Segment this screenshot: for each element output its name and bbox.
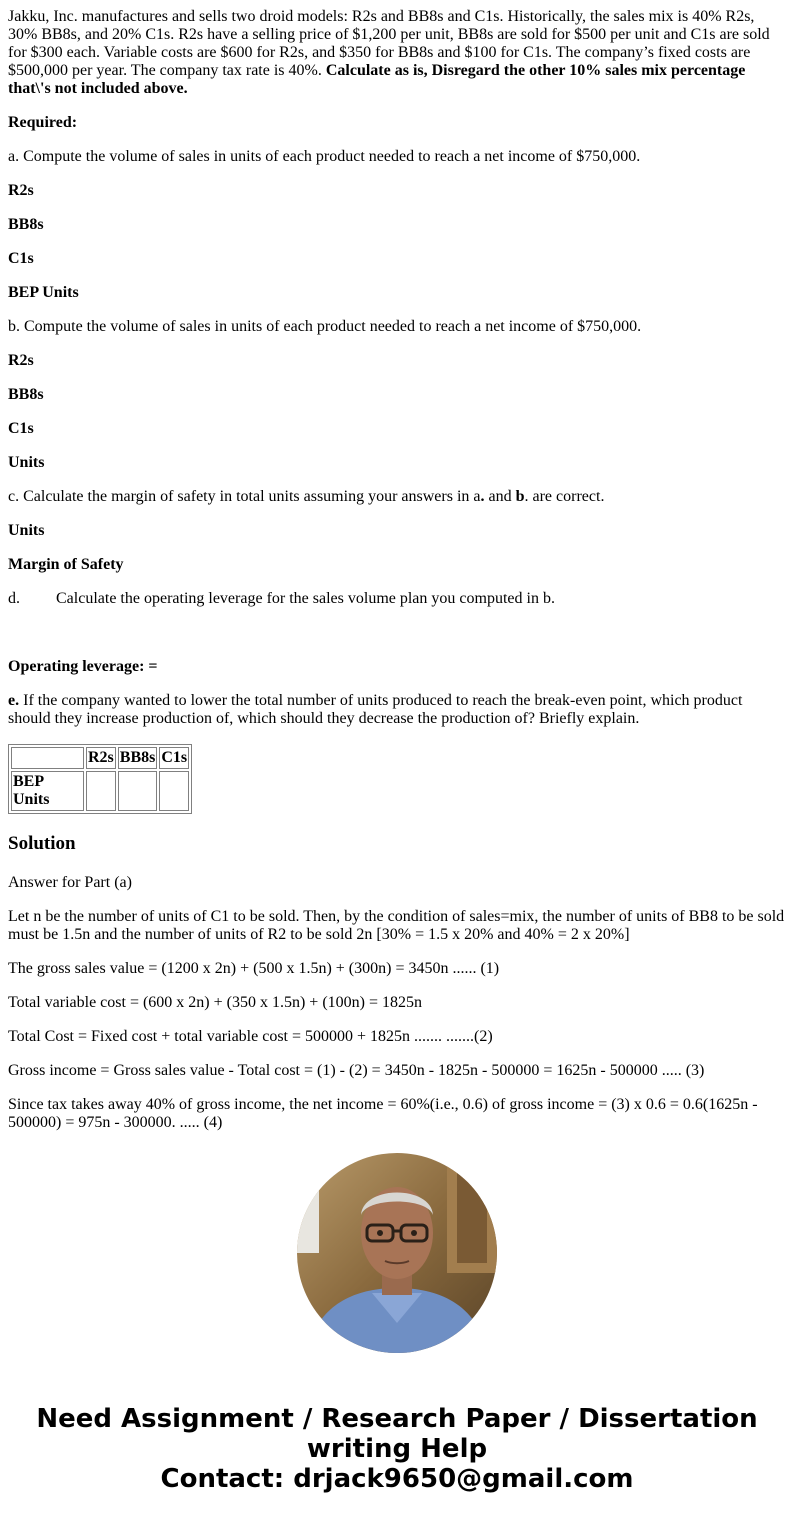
- solution-heading: Solution: [8, 833, 76, 854]
- author-photo: [297, 1153, 497, 1353]
- bep-table-header-r2s: R2s: [86, 747, 116, 769]
- solution-line: The gross sales value = (1200 x 2n) + (500 x 1.5n) + (300n) = 3450n ...... (1): [8, 960, 500, 977]
- part-a-item-bep-units: BEP Units: [8, 284, 79, 301]
- part-c-item-margin-of-safety: Margin of Safety: [8, 556, 124, 573]
- promo-contact-line: Contact: drjack9650@gmail.com: [160, 1464, 634, 1494]
- part-b-item-units: Units: [8, 454, 45, 471]
- bep-table-header-c1s: C1s: [159, 747, 189, 769]
- intro-paragraph: [8, 8, 786, 98]
- part-c-b: b: [515, 488, 525, 505]
- solution-line: Total Cost = Fixed cost + total variable cost = 500000 + 1825n ....... .......(2): [8, 1028, 493, 1045]
- blank-spacer: [8, 624, 786, 658]
- bep-table-corner-cell: [11, 747, 84, 769]
- promo-line-1: Need Assignment / Research Paper / Dissertation: [36, 1404, 758, 1434]
- part-b-item-bb8s: BB8s: [8, 386, 44, 403]
- part-c-prefix: c. Calculate the margin of safety in total units assuming your answers in a: [8, 488, 481, 505]
- part-c-item-units: Units: [8, 522, 45, 539]
- part-c-a-dot: .: [480, 488, 485, 505]
- intro-text: Jakku, Inc. manufactures and sells two droid models: R2s and BB8s and C1s. Historically, the sales mix is 40% R2s, 30% BB8s, and 20% C1s. R2s have a selling price of $1,200 per unit, BB8s are sold for $500 per unit and C1s are sold for $300 each. Variable costs are $600 for R2s, and $350 for BB8s and $100 for C1s. The company’s fixed costs are $500,000 per year. The company tax rate is 40%.: [8, 8, 770, 79]
- intro-bold-note: Calculate as is, Disregard the other 10% sales mix percentage that\'s not included above.: [8, 62, 746, 97]
- part-e-letter: e.: [8, 692, 20, 709]
- promo-line-2: writing Help: [306, 1434, 488, 1464]
- solution-line: Answer for Part (a): [8, 874, 132, 891]
- part-c-suffix: . are correct.: [524, 488, 605, 505]
- part-c-text: [8, 488, 786, 506]
- bep-table: [8, 744, 192, 814]
- solution-line: Let n be the number of units of C1 to be sold. Then, by the condition of sales=mix, the number of units of BB8 to be sold must be 1.5n and the number of units of R2 to be sold 2n [30% = 1.5 x 20% and 40% = 2 x 20%]: [8, 908, 785, 943]
- part-a-text: a. Compute the volume of sales in units of each product needed to reach a net income of $750,000.: [8, 148, 641, 165]
- operating-leverage-label: Operating leverage: =: [8, 658, 158, 675]
- part-d-body: Calculate the operating leverage for the sales volume plan you computed in b.: [56, 590, 555, 607]
- part-b-item-r2s: R2s: [8, 352, 34, 369]
- part-e-body: If the company wanted to lower the total number of units produced to reach the break-even point, which product should they increase production of, which should they decrease the production of? Briefly explain.: [8, 692, 743, 727]
- part-b-item-c1s: C1s: [8, 420, 34, 437]
- part-c-and: and: [484, 488, 516, 505]
- part-a-item-r2s: R2s: [8, 182, 34, 199]
- bep-table-cell-bb8s: [118, 771, 158, 811]
- part-a-item-c1s: C1s: [8, 250, 34, 267]
- bep-table-row: [11, 771, 189, 811]
- solution-line: Since tax takes away 40% of gross income, the net income = 60%(i.e., 0.6) of gross income = (3) x 0.6 = 0.6(1625n - 500000) = 975n - 300000. ..... (4): [8, 1096, 758, 1131]
- part-d-letter: d.: [8, 590, 20, 607]
- author-portrait-image: [297, 1153, 497, 1353]
- solution-line: Gross income = Gross sales value - Total cost = (1) - (2) = 3450n - 1825n - 500000 = 1625n - 500000 ..... (3): [8, 1062, 705, 1079]
- part-d-text: [8, 590, 786, 608]
- part-b-text: b. Compute the volume of sales in units of each product needed to reach a net income of $750,000.: [8, 318, 642, 335]
- bep-table-header-bb8s: BB8s: [118, 747, 158, 769]
- required-label: Required:: [8, 114, 78, 131]
- bep-table-header-row: [11, 747, 189, 769]
- part-e-text: [8, 692, 786, 728]
- bep-table-cell-r2s: [86, 771, 116, 811]
- promo-banner: [0, 1404, 794, 1494]
- bep-table-cell-c1s: [159, 771, 189, 811]
- bep-table-row-label: BEP Units: [11, 771, 84, 811]
- part-a-item-bb8s: BB8s: [8, 216, 44, 233]
- solution-line: Total variable cost = (600 x 2n) + (350 x 1.5n) + (100n) = 1825n: [8, 994, 423, 1011]
